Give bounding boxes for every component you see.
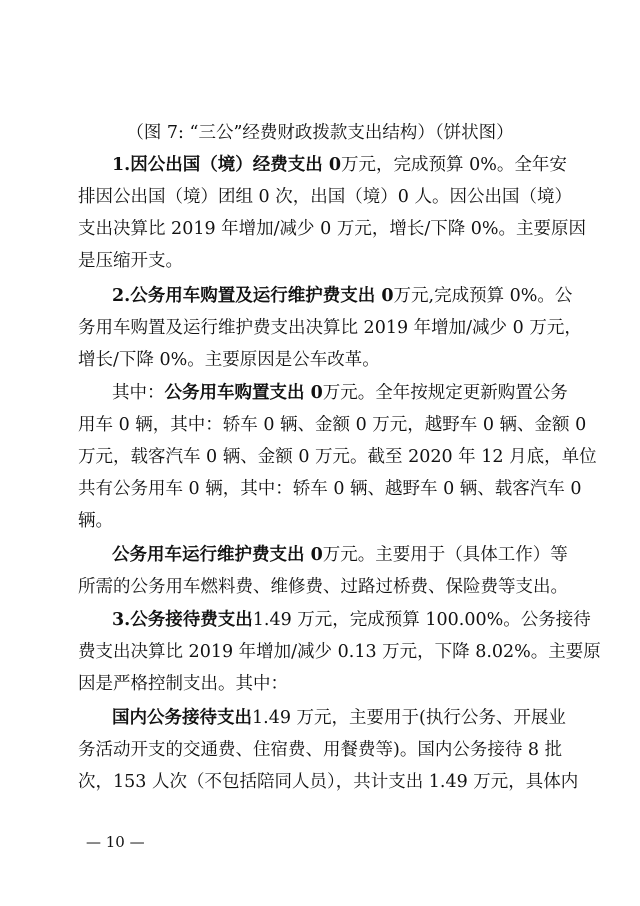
section1-line1-text: 万元，完成预算 0%。全年安 xyxy=(341,155,567,175)
section2-line2 xyxy=(0,313,640,343)
purchase-line4 xyxy=(0,474,640,504)
maintenance-heading: 公务用车运行维护费支出 0 xyxy=(112,545,323,565)
domestic-line2-text: 务活动开支的交通费、住宿费、用餐费等)。国内公务接待 8 批 xyxy=(78,740,563,760)
section3-line1 xyxy=(0,605,640,635)
section3-line3-text: 因是严格控制支出。其中： xyxy=(78,674,288,694)
section2-line3-text: 增长/下降 0%。主要原因是公车改革。 xyxy=(78,350,380,370)
section2-line1-text: 万元,完成预算 0%。公 xyxy=(393,286,573,306)
purchase-line2 xyxy=(0,410,640,440)
purchase-line5-text: 辆。 xyxy=(78,511,113,531)
section1-line2 xyxy=(0,182,640,212)
section3-line2 xyxy=(0,637,640,667)
maintenance-line2-text: 所需的公务用车燃料费、维修费、过路过桥费、保险费等支出。 xyxy=(78,577,568,597)
section1-line1 xyxy=(0,150,640,180)
section1-line4 xyxy=(0,246,640,276)
figure-caption: （图 7: “三公”经费财政拨款支出结构）（饼状图） xyxy=(126,123,514,143)
section2-first-line xyxy=(112,281,573,311)
purchase-line4-text: 共有公务用车 0 辆，其中：轿车 0 辆、越野车 0 辆、载客汽车 0 xyxy=(78,479,582,499)
domestic-line1-text: 1.49 万元，主要用于(执行公务、开展业 xyxy=(252,708,566,728)
section3-line1-text: 1.49 万元，完成预算 100.00%。公务接待 xyxy=(252,610,591,630)
section2-line3 xyxy=(0,345,640,375)
maintenance-first-line xyxy=(112,540,568,570)
purchase-line2-text: 用车 0 辆，其中：轿车 0 辆、金额 0 万元，越野车 0 辆、金额 0 xyxy=(78,415,587,435)
purchase-line3-text: 万元，载客汽车 0 辆、金额 0 万元。截至 2020 年 12 月底，单位 xyxy=(78,447,597,467)
section1-line2-text: 排因公出国（境）团组 0 次，出国（境）0 人。因公出国（境） xyxy=(78,187,572,207)
figure-caption-line xyxy=(0,118,640,148)
purchase-first-line xyxy=(112,378,568,408)
purchase-line1-text: 万元。全年按规定更新购置公务 xyxy=(322,383,568,403)
maintenance-line1 xyxy=(0,540,640,570)
section1-line4-text: 是压缩开支。 xyxy=(78,251,183,271)
domestic-line1 xyxy=(0,703,640,733)
maintenance-line1-text: 万元。主要用于（具体工作）等 xyxy=(322,545,568,565)
domestic-first-line xyxy=(112,703,566,733)
section3-line2-text: 费支出决算比 2019 年增加/减少 0.13 万元，下降 8.02%。主要原 xyxy=(78,642,601,662)
section1-first-line xyxy=(112,150,567,180)
domestic-line3 xyxy=(0,767,640,797)
purchase-line3 xyxy=(0,442,640,472)
purchase-lead: 其中： xyxy=(112,383,165,403)
section1-heading: 1.因公出国（境）经费支出 0 xyxy=(112,155,342,175)
section2-line1 xyxy=(0,281,640,311)
section1-line3 xyxy=(0,214,640,244)
section1-line3-text: 支出决算比 2019 年增加/减少 0 万元，增长/下降 0%。主要原因 xyxy=(78,219,587,239)
domestic-line3-text: 次，153 人次（不包括陪同人员），共计支出 1.49 万元，具体内 xyxy=(78,772,579,792)
section2-heading: 2.公务用车购置及运行维护费支出 0 xyxy=(112,286,394,306)
domestic-heading: 国内公务接待支出 xyxy=(112,708,252,728)
purchase-line5 xyxy=(0,506,640,536)
purchase-heading: 公务用车购置支出 0 xyxy=(164,383,323,403)
section3-first-line xyxy=(112,605,591,635)
section2-line2-text: 务用车购置及运行维护费支出决算比 2019 年增加/减少 0 万元， xyxy=(78,318,582,338)
maintenance-line2 xyxy=(0,572,640,602)
purchase-line1 xyxy=(0,378,640,408)
section3-heading: 3.公务接待费支出 xyxy=(112,610,253,630)
domestic-line2 xyxy=(0,735,640,765)
section3-line3 xyxy=(0,669,640,699)
page-number: — 10 — xyxy=(86,833,145,851)
